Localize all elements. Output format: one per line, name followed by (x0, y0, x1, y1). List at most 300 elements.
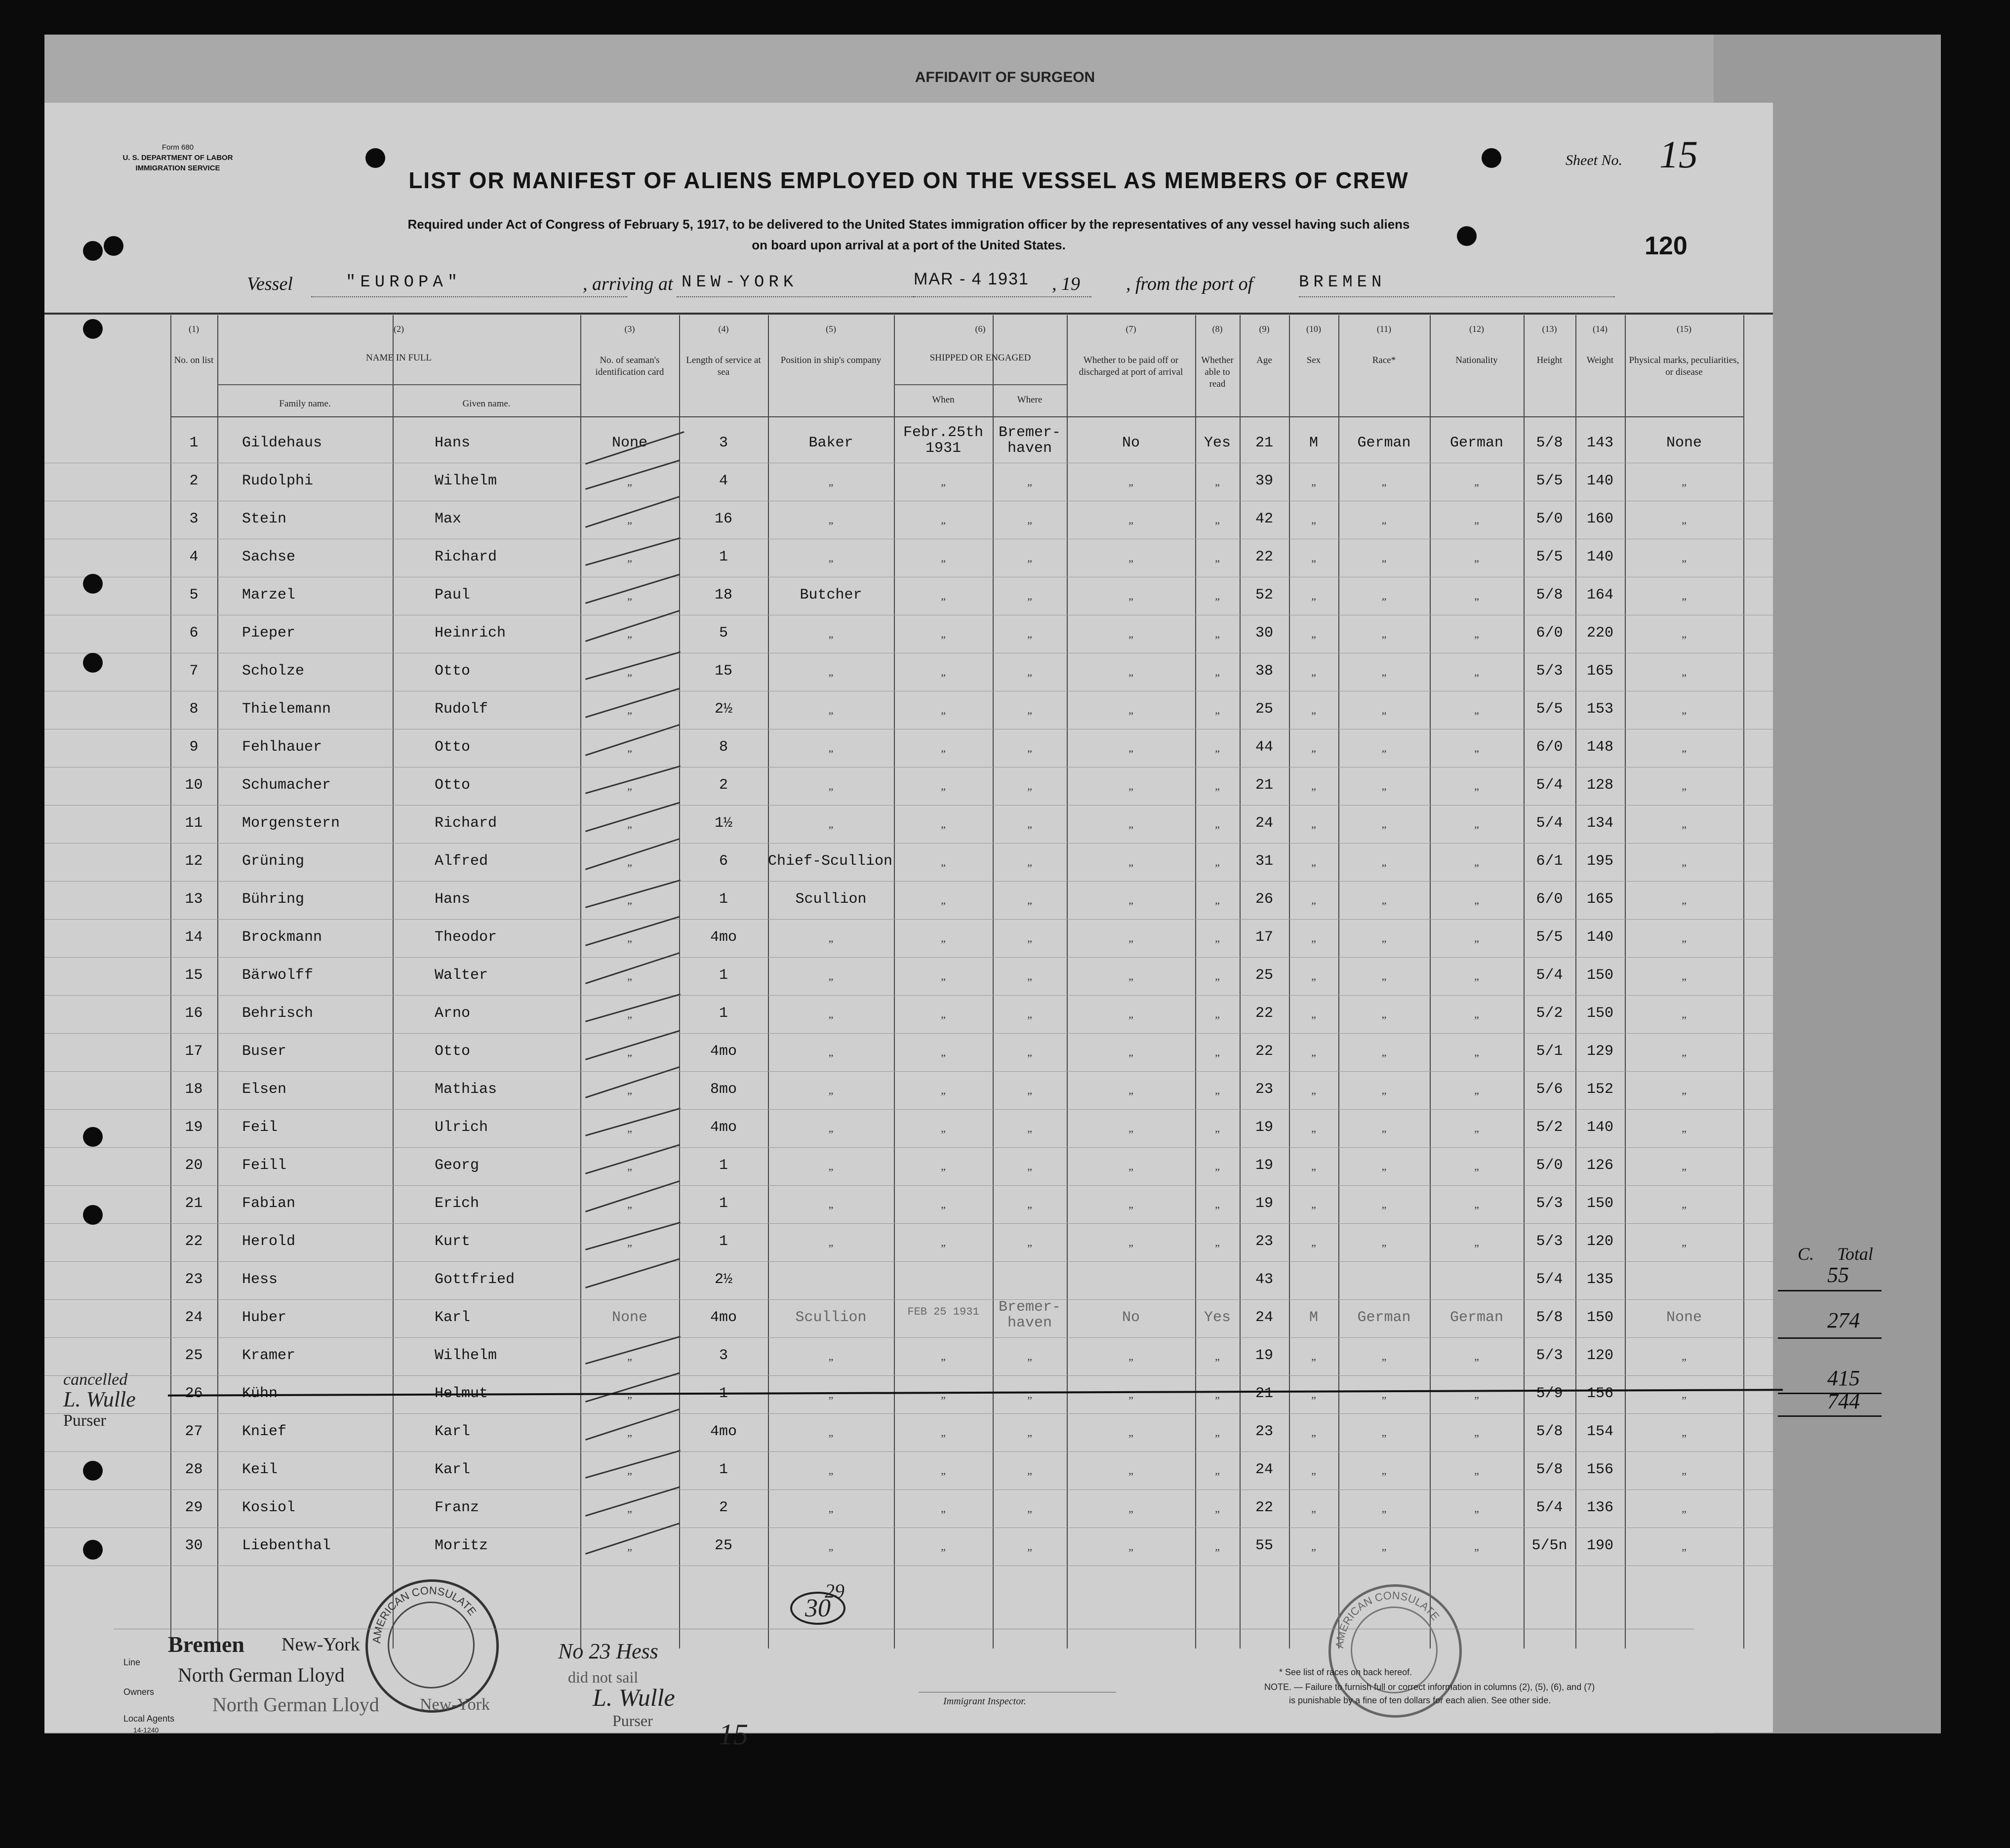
ditto-mark: „ (1381, 704, 1387, 716)
crew-family-name: Stein (242, 511, 287, 527)
ditto-mark: „ (1474, 1084, 1479, 1096)
ditto-mark: „ (1215, 1122, 1220, 1134)
crew-family-name: Marzel (242, 587, 296, 603)
column-number: (8) (1212, 324, 1223, 334)
crew-height: 5/3 (1536, 1347, 1563, 1364)
ditto-mark: „ (1682, 1046, 1687, 1058)
ditto-mark: „ (1474, 780, 1479, 792)
header-position: Position in ship's company (780, 355, 882, 365)
ditto-mark: „ (1215, 970, 1220, 982)
crew-nationality: German (1449, 1309, 1504, 1326)
ditto-mark: „ (627, 628, 632, 640)
header-rule (894, 384, 1067, 385)
ditto-mark: „ (1311, 628, 1316, 640)
ditto-mark: „ (1027, 818, 1032, 830)
crew-age: 19 (1255, 1157, 1273, 1174)
crew-no: 2 (189, 473, 199, 489)
page-subtitle (291, 214, 1526, 255)
arriving-dotline (677, 296, 914, 297)
crew-height: 5/4 (1536, 1499, 1563, 1516)
ditto-mark: „ (627, 1084, 632, 1096)
crew-service: 15 (714, 663, 732, 680)
ditto-mark: „ (1381, 1464, 1387, 1477)
ditto-mark: „ (627, 780, 632, 792)
crew-family-name: Bärwolff (242, 967, 314, 984)
ditto-mark: „ (1215, 1540, 1220, 1553)
crew-given-name: Kurt (435, 1233, 471, 1250)
ditto-mark: „ (941, 1464, 946, 1477)
ditto-mark: „ (941, 1426, 946, 1439)
ditto-mark: „ (627, 1426, 632, 1439)
ditto-mark: „ (627, 932, 632, 944)
ditto-mark: „ (1128, 476, 1133, 488)
crew-family-name: Hess (242, 1271, 278, 1288)
crew-family-name: Brockmann (242, 929, 322, 946)
sheet-label: Sheet No. (1566, 152, 1622, 168)
crew-age: 23 (1255, 1233, 1273, 1250)
crew-weight: 140 (1586, 473, 1613, 489)
header-name-in-full: NAME IN FULL (366, 353, 432, 363)
crew-service: 1 (719, 1005, 728, 1022)
crew-no: 30 (185, 1537, 203, 1554)
crew-sex: M (1309, 1309, 1318, 1326)
header-shipped-engaged: SHIPPED OR ENGAGED (929, 353, 1031, 363)
crew-given-name: Georg (435, 1157, 480, 1174)
punch-hole (83, 1461, 103, 1481)
ditto-mark: „ (1311, 1198, 1316, 1210)
crew-height: 5/8 (1536, 587, 1563, 603)
crew-weight: 220 (1586, 625, 1613, 642)
totals-header-total: Total (1837, 1244, 1873, 1264)
crew-family-name: Morgenstern (242, 815, 340, 832)
ditto-mark: „ (828, 704, 834, 716)
crew-family-name: Bühring (242, 891, 305, 908)
row-line (44, 995, 1773, 996)
ditto-mark: „ (1027, 1122, 1032, 1134)
column-number: (4) (718, 324, 729, 334)
column-number: (3) (624, 324, 635, 334)
ditto-mark: „ (828, 1388, 834, 1401)
ditto-mark: „ (1215, 1198, 1220, 1210)
crew-height: 5/3 (1536, 663, 1563, 680)
ditto-mark: „ (1128, 1122, 1133, 1134)
crew-no: 3 (189, 511, 199, 527)
ditto-mark: „ (1128, 1426, 1133, 1439)
ditto-mark: „ (941, 514, 946, 526)
header-when: When (932, 395, 955, 405)
crew-age: 31 (1255, 853, 1273, 870)
ditto-mark: „ (627, 590, 632, 602)
ditto-mark: „ (1682, 628, 1687, 640)
crew-weight: 195 (1586, 853, 1613, 870)
crew-given-name: Otto (435, 777, 471, 794)
crew-weight: 150 (1586, 1309, 1613, 1326)
crew-given-name: Hans (435, 891, 471, 908)
crew-service: 2 (719, 777, 728, 794)
ditto-mark: „ (1027, 1046, 1032, 1058)
column-number: (14) (1593, 324, 1608, 334)
crew-no: 26 (185, 1385, 203, 1402)
ditto-mark: „ (1128, 780, 1133, 792)
crew-no: 13 (185, 891, 203, 908)
crew-no: 9 (189, 739, 199, 756)
totals-rule-1 (1778, 1290, 1882, 1291)
arriving-value: NEW-YORK (682, 273, 798, 292)
year-label: , 19 (1052, 274, 1080, 294)
crew-age: 44 (1255, 739, 1273, 756)
crew-service: 16 (714, 511, 732, 527)
ditto-mark: „ (1128, 1198, 1133, 1210)
totals-rule-3 (1778, 1393, 1882, 1394)
crew-family-name: Scholze (242, 663, 305, 680)
crew-weight: 156 (1586, 1461, 1613, 1478)
ditto-mark: „ (1311, 552, 1316, 564)
crew-given-name: Max (435, 511, 462, 527)
ditto-mark: „ (828, 818, 834, 830)
ditto-mark: „ (1474, 1122, 1479, 1134)
row-line (44, 957, 1773, 958)
crew-family-name: Fabian (242, 1195, 296, 1212)
purser-label: Purser (612, 1712, 653, 1729)
ditto-mark: „ (1682, 780, 1687, 792)
port-value: BREMEN (1299, 273, 1386, 292)
ditto-mark: „ (1311, 476, 1316, 488)
hess-note: No 23 Hess (558, 1639, 658, 1663)
arrival-date: MAR - 4 1931 (914, 270, 1029, 288)
seal-text-left (365, 1579, 494, 1708)
ditto-mark: „ (1215, 476, 1220, 488)
ditto-mark: „ (1027, 1426, 1032, 1439)
ditto-mark: „ (1027, 1198, 1032, 1210)
crew-service: 1 (719, 549, 728, 565)
crew-given-name: Richard (435, 549, 497, 565)
ditto-mark: „ (1311, 780, 1316, 792)
crew-no: 10 (185, 777, 203, 794)
ditto-mark: „ (1215, 1502, 1220, 1515)
row-line (44, 1223, 1773, 1224)
subtitle-line-2: on board upon arrival at a port of the United States. (752, 238, 1066, 252)
crew-no: 15 (185, 967, 203, 984)
header-bottom-rule (170, 416, 1743, 417)
crew-weight: 129 (1586, 1043, 1613, 1060)
total-2: 274 (1827, 1308, 1860, 1332)
column-number: (1) (189, 324, 199, 334)
ditto-mark: „ (1128, 1236, 1133, 1248)
ditto-mark: „ (1027, 856, 1032, 868)
crew-given-name: Karl (435, 1423, 471, 1440)
row-line (44, 1413, 1773, 1414)
crew-age: 55 (1255, 1537, 1273, 1554)
crew-service: 3 (719, 1347, 728, 1364)
ditto-mark: „ (627, 1046, 632, 1058)
crew-age: 25 (1255, 701, 1273, 718)
ditto-mark: „ (1215, 1160, 1220, 1172)
vessel-value: "EUROPA" (346, 273, 462, 292)
ditto-mark: „ (1027, 704, 1032, 716)
crew-given-name: Moritz (435, 1537, 488, 1554)
crew-given-name: Erich (435, 1195, 480, 1212)
crew-age: 19 (1255, 1347, 1273, 1364)
ditto-mark: „ (1381, 1122, 1387, 1134)
ditto-mark: „ (1311, 1008, 1316, 1020)
ditto-mark: „ (1474, 932, 1479, 944)
totals-header-c: C. (1798, 1244, 1814, 1264)
ditto-mark: „ (1215, 1464, 1220, 1477)
crew-weight: 150 (1586, 1005, 1613, 1022)
crew-given-name: Alfred (435, 853, 488, 870)
ditto-mark: „ (1474, 818, 1479, 830)
header-nationality: Nationality (1455, 355, 1498, 365)
crew-given-name: Mathias (435, 1081, 497, 1098)
crew-weight: 120 (1586, 1347, 1613, 1364)
column-divider (217, 315, 218, 1648)
ditto-mark: „ (1311, 742, 1316, 754)
column-number: (9) (1259, 324, 1270, 334)
ditto-mark: „ (1381, 780, 1387, 792)
ditto-mark: „ (1682, 818, 1687, 830)
cancelled-signature: L. Wulle (63, 1387, 136, 1411)
ditto-mark: „ (1381, 1084, 1387, 1096)
crew-age: 21 (1255, 777, 1273, 794)
ditto-mark: „ (1311, 1236, 1316, 1248)
crew-age: 43 (1255, 1271, 1273, 1288)
ditto-mark: „ (828, 476, 834, 488)
ditto-mark: „ (941, 1388, 946, 1401)
pencil-tick (585, 1258, 680, 1288)
crew-family-name: Behrisch (242, 1005, 314, 1022)
crew-service: 5 (719, 625, 728, 642)
crew-height: 6/0 (1536, 739, 1563, 756)
ditto-mark: „ (1215, 742, 1220, 754)
ditto-mark: „ (828, 742, 834, 754)
ditto-mark: „ (1027, 628, 1032, 640)
ditto-mark: „ (828, 1122, 834, 1134)
ditto-mark: „ (627, 1502, 632, 1515)
ditto-mark: „ (1027, 1464, 1032, 1477)
subtitle-line-1: Required under Act of Congress of February 5, 1917, to be delivered to the United States immigration officer by the representatives of any vessel having such aliens (407, 217, 1410, 232)
crew-weight: 140 (1586, 1119, 1613, 1136)
row-line (44, 1033, 1773, 1034)
ditto-mark: „ (627, 1350, 632, 1363)
did-not-sail: did not sail (568, 1668, 639, 1686)
crew-weight: 154 (1586, 1423, 1613, 1440)
crew-service: 8 (719, 739, 728, 756)
ditto-mark: „ (1311, 894, 1316, 906)
form-department: U. S. DEPARTMENT OF LABOR (122, 154, 233, 162)
crew-height: 5/8 (1536, 1309, 1563, 1326)
header-card: No. of seaman's identification card (595, 355, 664, 377)
ditto-mark: „ (1474, 742, 1479, 754)
total-4: 744 (1827, 1389, 1860, 1413)
ditto-mark: „ (1215, 1388, 1220, 1401)
ditto-mark: „ (1128, 666, 1133, 678)
crew-weight: 160 (1586, 511, 1613, 527)
crew-marks: None (1666, 435, 1702, 451)
ditto-mark: „ (1215, 666, 1220, 678)
ditto-mark: „ (1215, 856, 1220, 868)
ditto-mark: „ (828, 628, 834, 640)
crew-when: Febr.25th 1931 (903, 424, 984, 457)
crew-height: 5/0 (1536, 511, 1563, 527)
crew-weight: 153 (1586, 701, 1613, 718)
ditto-mark: „ (1474, 552, 1479, 564)
ditto-mark: „ (1215, 552, 1220, 564)
ditto-mark: „ (1128, 1540, 1133, 1553)
header-where: Where (1017, 395, 1043, 405)
crew-age: 22 (1255, 1005, 1273, 1022)
row-line (44, 843, 1773, 844)
crew-given-name: Wilhelm (435, 473, 497, 489)
ditto-mark: „ (1215, 818, 1220, 830)
crew-no: 28 (185, 1461, 203, 1478)
ditto-mark: „ (1215, 1236, 1220, 1248)
crew-weight: 190 (1586, 1537, 1613, 1554)
ditto-mark: „ (1682, 1198, 1687, 1210)
totals-rule-4 (1778, 1415, 1882, 1417)
crew-given-name: Rudolf (435, 701, 488, 718)
crew-given-name: Helmut (435, 1385, 488, 1402)
port-dotline (1299, 296, 1615, 297)
ditto-mark: „ (828, 932, 834, 944)
ditto-mark: „ (1128, 1046, 1133, 1058)
svg-text:AMERICAN CONSULATE: AMERICAN CONSULATE (1333, 1589, 1442, 1649)
ditto-mark: „ (1215, 628, 1220, 640)
header-marks: Physical marks, peculiarities, or disease (1629, 355, 1739, 377)
ditto-mark: „ (1474, 1426, 1479, 1439)
ditto-mark: „ (627, 704, 632, 716)
crew-age: 25 (1255, 967, 1273, 984)
crew-height: 5/4 (1536, 815, 1563, 832)
crew-height: 5/2 (1536, 1005, 1563, 1022)
crew-weight: 150 (1586, 1195, 1613, 1212)
punch-hole (104, 236, 123, 256)
header-sex: Sex (1306, 355, 1321, 365)
crew-no: 1 (189, 435, 199, 451)
ditto-mark: „ (1474, 1502, 1479, 1515)
crew-age: 30 (1255, 625, 1273, 642)
crew-family-name: Elsen (242, 1081, 287, 1098)
ditto-mark: „ (627, 1122, 632, 1134)
ditto-mark: „ (1381, 818, 1387, 830)
crew-height: 5/3 (1536, 1233, 1563, 1250)
manifest-sheet (44, 103, 1773, 1751)
ditto-mark: „ (1474, 1350, 1479, 1363)
crew-service: 2 (719, 1499, 728, 1516)
ditto-mark: „ (1381, 1426, 1387, 1439)
row-line (44, 1185, 1773, 1186)
ditto-mark: „ (941, 628, 946, 640)
ditto-mark: „ (1474, 514, 1479, 526)
crew-no: 6 (189, 625, 199, 642)
crew-height: 5/2 (1536, 1119, 1563, 1136)
column-number: (12) (1469, 324, 1484, 334)
crew-given-name: Richard (435, 815, 497, 832)
arriving-label: , arriving at (583, 274, 673, 294)
crew-weight: 134 (1586, 815, 1613, 832)
crew-given-name: Otto (435, 1043, 471, 1060)
ditto-mark: „ (1128, 590, 1133, 602)
crew-height: 6/1 (1536, 853, 1563, 870)
ditto-mark: „ (1682, 1008, 1687, 1020)
crew-service: 8mo (710, 1081, 737, 1098)
crew-weight: 164 (1586, 587, 1613, 603)
cancelled-role: Purser (63, 1411, 106, 1430)
row-line (44, 1261, 1773, 1262)
crew-family-name: Rudolphi (242, 473, 314, 489)
punch-hole (1482, 148, 1501, 168)
ditto-mark: „ (1682, 1540, 1687, 1553)
row-line (44, 1375, 1773, 1376)
crew-position: Scullion (795, 1309, 867, 1326)
ditto-mark: „ (1215, 1350, 1220, 1363)
ditto-mark: „ (627, 514, 632, 526)
crew-family-name: Grüning (242, 853, 305, 870)
note-races: * See list of races on back hereof. (1279, 1667, 1412, 1677)
crew-age: 22 (1255, 1499, 1273, 1516)
punch-hole (83, 241, 103, 261)
ditto-mark: „ (1128, 1008, 1133, 1020)
crew-weight: 150 (1586, 967, 1613, 984)
crew-height: 5/5 (1536, 549, 1563, 565)
crew-family-name: Sachse (242, 549, 296, 565)
ditto-mark: „ (941, 1540, 946, 1553)
ditto-mark: „ (828, 1350, 834, 1363)
ditto-mark: „ (828, 666, 834, 678)
ditto-mark: „ (828, 1236, 834, 1248)
ditto-mark: „ (941, 1160, 946, 1172)
vessel-dotline (311, 296, 627, 297)
ditto-mark: „ (941, 704, 946, 716)
sheet-number: 15 (1659, 133, 1698, 176)
crew-given-name: Karl (435, 1309, 471, 1326)
consulate-seal-left (365, 1579, 499, 1713)
inspector-label: Immigrant Inspector. (943, 1696, 1026, 1707)
table-top-border (44, 313, 1773, 315)
crew-given-name: Otto (435, 663, 471, 680)
ditto-mark: „ (1311, 1122, 1316, 1134)
ditto-mark: „ (1474, 856, 1479, 868)
ditto-mark: „ (941, 1502, 946, 1515)
crew-no: 25 (185, 1347, 203, 1364)
crew-no: 14 (185, 929, 203, 946)
crew-weight: 143 (1586, 435, 1613, 451)
crew-weight: 165 (1586, 891, 1613, 908)
row-line (44, 1147, 1773, 1148)
crew-given-name: Paul (435, 587, 471, 603)
header-family-name: Family name. (279, 399, 331, 409)
crew-age: 39 (1255, 473, 1273, 489)
ditto-mark: „ (1682, 1350, 1687, 1363)
crew-given-name: Arno (435, 1005, 471, 1022)
crew-height: 5/9 (1536, 1385, 1563, 1402)
crew-nationality: German (1449, 435, 1504, 451)
ditto-mark: „ (1682, 666, 1687, 678)
crew-family-name: Feil (242, 1119, 278, 1136)
ditto-mark: „ (1027, 514, 1032, 526)
crew-height: 5/8 (1536, 1423, 1563, 1440)
page-title: LIST OR MANIFEST OF ALIENS EMPLOYED ON THE VESSEL AS MEMBERS OF CREW (408, 167, 1409, 193)
crew-given-name: Hans (435, 435, 471, 451)
crew-family-name: Huber (242, 1309, 287, 1326)
ditto-mark: „ (1381, 514, 1387, 526)
row-line (44, 1489, 1773, 1490)
ditto-mark: „ (1027, 1388, 1032, 1401)
crew-family-name: Feill (242, 1157, 287, 1174)
crew-family-name: Keil (242, 1461, 278, 1478)
crew-age: 24 (1255, 815, 1273, 832)
header-rule (217, 384, 580, 385)
ditto-mark: „ (1474, 1464, 1479, 1477)
